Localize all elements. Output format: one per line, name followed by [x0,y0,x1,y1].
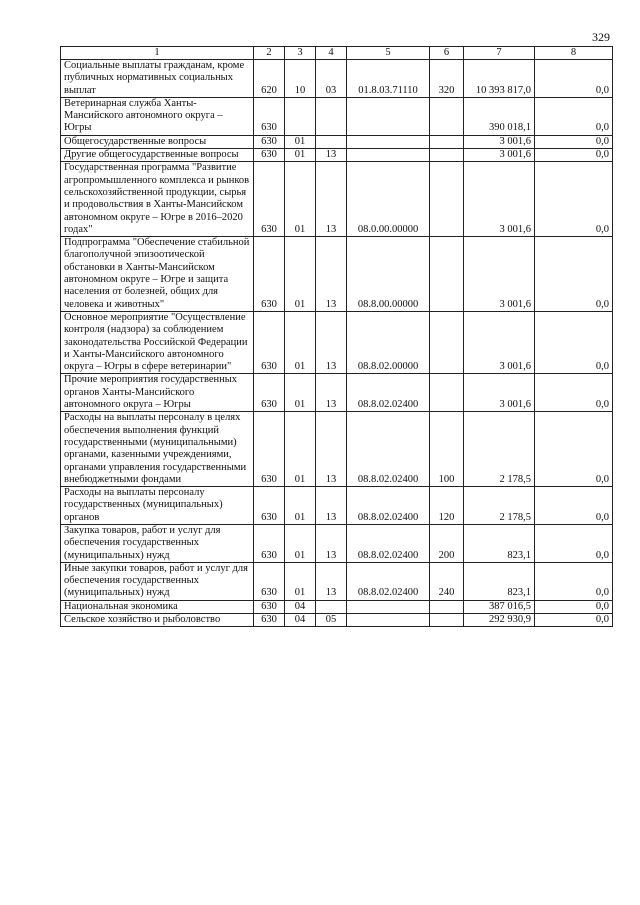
expense-type-cell: 100 [430,412,464,487]
table-row [61,135,613,148]
ministry-code-cell: 630 [254,412,285,487]
item-name-cell: Иные закупки товаров, работ и услуг для обеспечения государственных (муниципальных) нужд [61,562,254,600]
ministry-code-cell: 630 [254,149,285,162]
item-name-cell: Прочие мероприятия государственных органов Ханты-Мансийского автономного округа – Югры [61,374,254,412]
item-name-cell: Расходы на выплаты персоналу в целях обеспечения выполнения функций государственными (муниципальными) органами, казенными учреждениями, органами управления государственными внебюджетными фондами [61,412,254,487]
amount-cell: 292 930,9 [464,614,535,627]
ministry-code-cell: 630 [254,135,285,148]
section-cell [285,97,316,135]
expense-type-cell [430,162,464,237]
table-row [61,487,613,525]
expense-type-cell: 120 [430,487,464,525]
subsection-cell: 13 [316,149,347,162]
table-row [61,311,613,373]
subsection-cell: 13 [316,524,347,562]
section-cell: 01 [285,524,316,562]
table-row [61,562,613,600]
column-header: 5 [347,47,430,60]
item-name-cell: Национальная экономика [61,600,254,613]
column-header: 6 [430,47,464,60]
subsection-cell [316,97,347,135]
target-article-cell [347,600,430,613]
change-cell: 0,0 [535,149,613,162]
change-cell: 0,0 [535,600,613,613]
amount-cell: 2 178,5 [464,412,535,487]
target-article-cell [347,614,430,627]
change-cell: 0,0 [535,162,613,237]
item-name-cell: Социальные выплаты гражданам, кроме публичных нормативных социальных выплат [61,60,254,98]
amount-cell: 3 001,6 [464,162,535,237]
ministry-code-cell: 630 [254,374,285,412]
change-cell: 0,0 [535,60,613,98]
amount-cell: 823,1 [464,524,535,562]
ministry-code-cell: 630 [254,162,285,237]
item-name-cell: Сельское хозяйство и рыболовство [61,614,254,627]
table-row [61,412,613,487]
subsection-cell: 13 [316,487,347,525]
section-cell: 01 [285,374,316,412]
page-number: 329 [592,30,610,44]
amount-cell: 3 001,6 [464,135,535,148]
section-cell: 01 [285,311,316,373]
ministry-code-cell: 630 [254,487,285,525]
expense-type-cell [430,311,464,373]
table-row [61,97,613,135]
change-cell: 0,0 [535,524,613,562]
expense-type-cell [430,374,464,412]
section-cell: 01 [285,412,316,487]
item-name-cell: Государственная программа "Развитие агропромышленного комплекса и рынков сельскохозяйственной продукции, сырья и продовольствия в Ханты-Мансийском автономном округе – Югре в 2016–2020 годах" [61,162,254,237]
column-header: 7 [464,47,535,60]
change-cell: 0,0 [535,97,613,135]
ministry-code-cell: 630 [254,600,285,613]
expense-type-cell: 200 [430,524,464,562]
change-cell: 0,0 [535,135,613,148]
target-article-cell: 08.8.02.02400 [347,412,430,487]
section-cell: 01 [285,487,316,525]
subsection-cell: 13 [316,162,347,237]
table-row [61,162,613,237]
section-cell: 01 [285,237,316,312]
section-cell: 01 [285,135,316,148]
expense-type-cell [430,149,464,162]
amount-cell: 3 001,6 [464,311,535,373]
subsection-cell [316,600,347,613]
ministry-code-cell: 630 [254,562,285,600]
expense-type-cell [430,600,464,613]
target-article-cell [347,97,430,135]
target-article-cell [347,135,430,148]
change-cell: 0,0 [535,562,613,600]
change-cell: 0,0 [535,311,613,373]
item-name-cell: Расходы на выплаты персоналу государственных (муниципальных) органов [61,487,254,525]
amount-cell: 823,1 [464,562,535,600]
column-header: 3 [285,47,316,60]
section-cell: 01 [285,162,316,237]
table-row [61,60,613,98]
section-cell: 01 [285,562,316,600]
amount-cell: 3 001,6 [464,237,535,312]
ministry-code-cell: 620 [254,60,285,98]
expense-type-cell [430,135,464,148]
expense-type-cell [430,614,464,627]
target-article-cell: 08.8.00.00000 [347,237,430,312]
amount-cell: 3 001,6 [464,149,535,162]
item-name-cell: Основное мероприятие "Осуществление контроля (надзора) за соблюдением законодательства Российской Федерации и Ханты-Мансийского автономного округа – Югры в сфере ветеринарии" [61,311,254,373]
subsection-cell: 13 [316,412,347,487]
target-article-cell [347,149,430,162]
table-row [61,237,613,312]
amount-cell: 2 178,5 [464,487,535,525]
column-header: 8 [535,47,613,60]
section-cell: 10 [285,60,316,98]
subsection-cell: 13 [316,311,347,373]
subsection-cell: 03 [316,60,347,98]
column-header: 1 [61,47,254,60]
table-body [61,60,613,627]
target-article-cell: 08.0.00.00000 [347,162,430,237]
subsection-cell: 13 [316,562,347,600]
table-row [61,374,613,412]
table-row [61,524,613,562]
change-cell: 0,0 [535,487,613,525]
ministry-code-cell: 630 [254,97,285,135]
section-cell: 04 [285,600,316,613]
amount-cell: 3 001,6 [464,374,535,412]
amount-cell: 10 393 817,0 [464,60,535,98]
amount-cell: 387 016,5 [464,600,535,613]
change-cell: 0,0 [535,614,613,627]
table-header-row [61,47,613,60]
column-header: 4 [316,47,347,60]
section-cell: 04 [285,614,316,627]
subsection-cell: 13 [316,374,347,412]
ministry-code-cell: 630 [254,614,285,627]
target-article-cell: 08.8.02.02400 [347,562,430,600]
expense-type-cell [430,97,464,135]
item-name-cell: Общегосударственные вопросы [61,135,254,148]
change-cell: 0,0 [535,374,613,412]
expense-type-cell: 240 [430,562,464,600]
item-name-cell: Ветеринарная служба Ханты-Мансийского автономного округа – Югры [61,97,254,135]
budget-table [60,46,613,627]
column-header: 2 [254,47,285,60]
change-cell: 0,0 [535,412,613,487]
ministry-code-cell: 630 [254,237,285,312]
table-row [61,149,613,162]
target-article-cell: 01.8.03.71110 [347,60,430,98]
table-row [61,600,613,613]
target-article-cell: 08.8.02.02400 [347,487,430,525]
table-row [61,614,613,627]
subsection-cell: 05 [316,614,347,627]
item-name-cell: Другие общегосударственные вопросы [61,149,254,162]
subsection-cell: 13 [316,237,347,312]
expense-type-cell: 320 [430,60,464,98]
section-cell: 01 [285,149,316,162]
subsection-cell [316,135,347,148]
ministry-code-cell: 630 [254,524,285,562]
change-cell: 0,0 [535,237,613,312]
item-name-cell: Закупка товаров, работ и услуг для обеспечения государственных (муниципальных) нужд [61,524,254,562]
target-article-cell: 08.8.02.02400 [347,524,430,562]
ministry-code-cell: 630 [254,311,285,373]
expense-type-cell [430,237,464,312]
amount-cell: 390 018,1 [464,97,535,135]
target-article-cell: 08.8.02.00000 [347,311,430,373]
target-article-cell: 08.8.02.02400 [347,374,430,412]
item-name-cell: Подпрограмма "Обеспечение стабильной благополучной эпизоотической обстановки в Ханты-Мансийском автономном округе – Югре и защита населения от болезней, общих для человека и животных" [61,237,254,312]
